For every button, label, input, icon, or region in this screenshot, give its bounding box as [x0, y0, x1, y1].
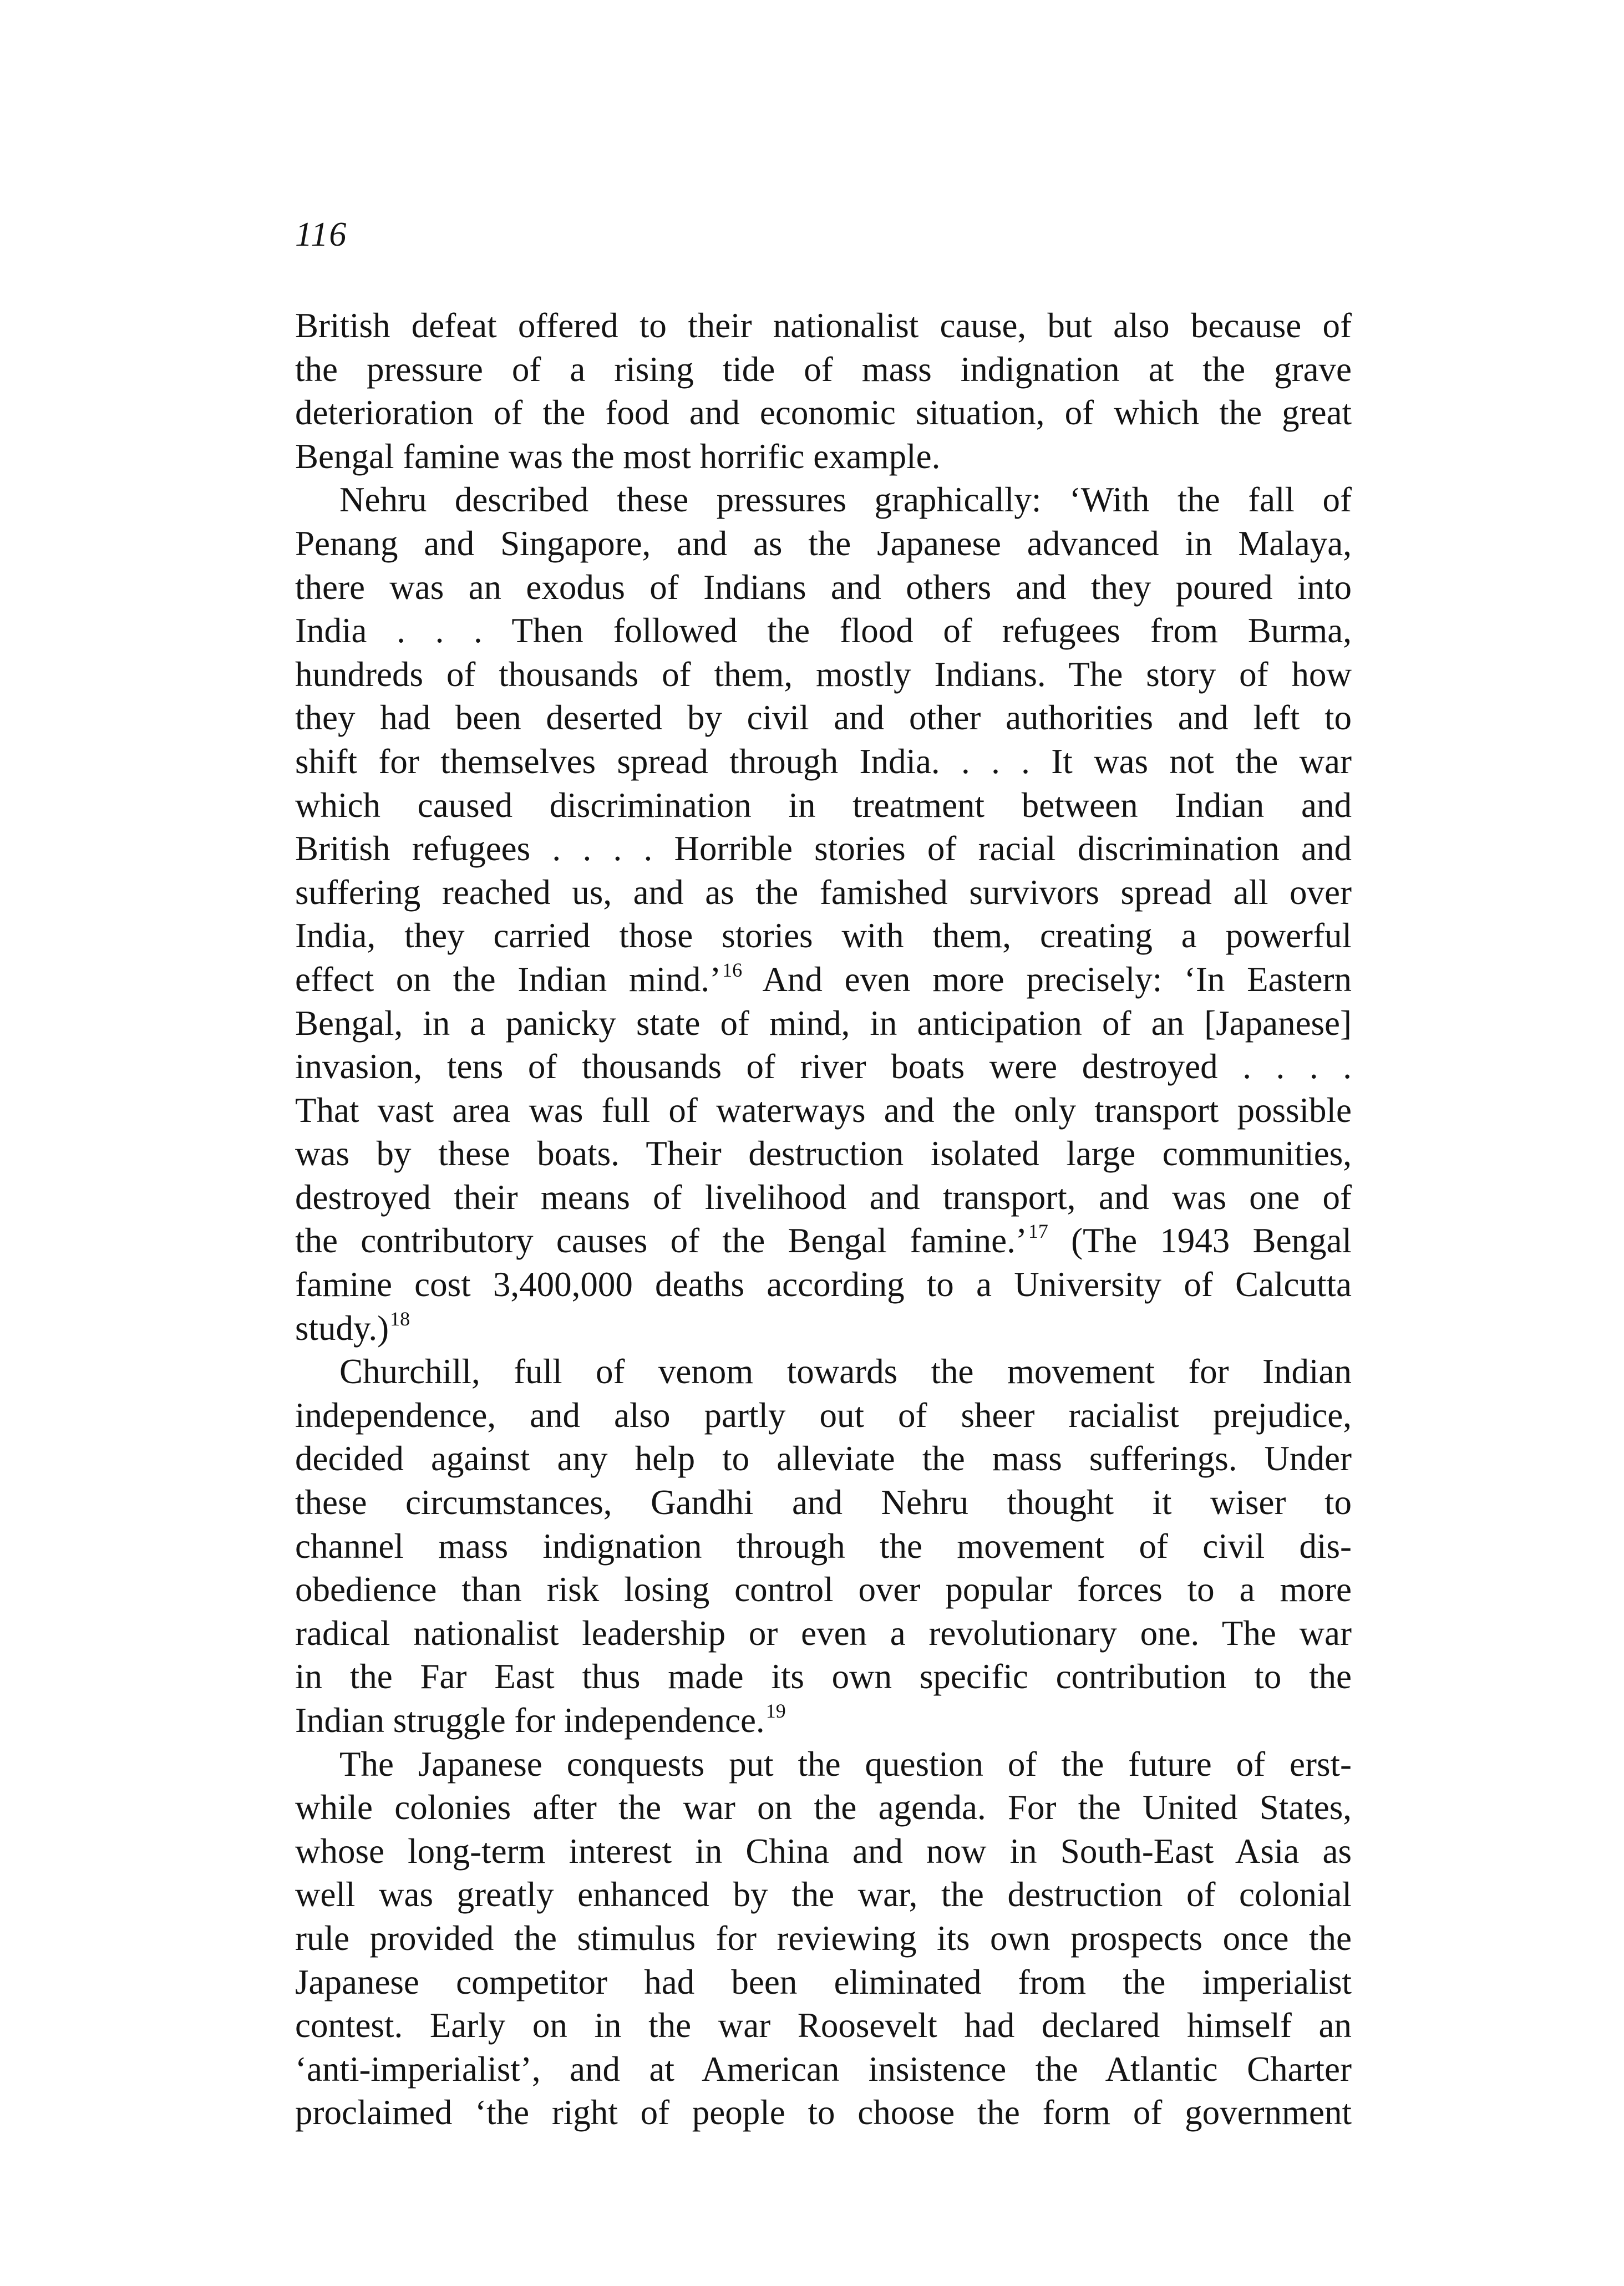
- text-line: contest. Early on in the war Roosevelt had declared himself an: [295, 2006, 1352, 2045]
- text-line: invasion, tens of thousands of river boats were destroyed . . . .: [295, 1047, 1352, 1086]
- page-number: 116: [295, 216, 348, 253]
- text-line: British refugees . . . . Horrible stories of racial discrimination and: [295, 829, 1352, 868]
- text-line: proclaimed ‘the right of people to choose the form of government: [295, 2093, 1352, 2132]
- line-text: Indian struggle for independence.: [295, 1701, 765, 1740]
- text-line: while colonies after the war on the agenda. For the United States,: [295, 1788, 1352, 1827]
- text-line: there was an exodus of Indians and others and they poured into: [295, 567, 1352, 607]
- paragraph: [295, 478, 1352, 1350]
- text-line: was by these boats. Their destruction isolated large communities,: [295, 1134, 1352, 1174]
- footnote-reference[interactable]: 18: [390, 1307, 410, 1330]
- text-line: channel mass indignation through the movement of civil dis-: [295, 1526, 1352, 1566]
- text-line: radical nationalist leadership or even a revolutionary one. The war: [295, 1613, 1352, 1653]
- text-line: decided against any help to alleviate the mass sufferings. Under: [295, 1439, 1352, 1479]
- footnote-reference[interactable]: 16: [722, 958, 743, 981]
- text-line: [295, 1307, 1352, 1350]
- text-line: India, they carried those stories with them, creating a powerful: [295, 916, 1352, 956]
- line-text: the contributory causes of the Bengal famine.’: [295, 1221, 1027, 1261]
- text-line: The Japanese conquests put the question of the future of erst-: [339, 1744, 1352, 1784]
- text-line: hundreds of thousands of them, mostly Indians. The story of how: [295, 654, 1352, 694]
- footnote-reference[interactable]: 17: [1028, 1220, 1048, 1243]
- text-line: the pressure of a rising tide of mass indignation at the grave: [295, 349, 1352, 389]
- text-line: [295, 1699, 1352, 1743]
- paragraph: [295, 304, 1352, 478]
- line-text: And even more precisely: ‘In Eastern: [742, 959, 1352, 999]
- text-line: obedience than risk losing control over popular forces to a more: [295, 1570, 1352, 1609]
- text-line: well was greatly enhanced by the war, the destruction of colonial: [295, 1875, 1352, 1914]
- text-line: Bengal, in a panicky state of mind, in anticipation of an [Japanese]: [295, 1003, 1352, 1043]
- text-line: in the Far East thus made its own specific contribution to the: [295, 1657, 1352, 1696]
- text-line: Penang and Singapore, and as the Japanese advanced in Malaya,: [295, 524, 1352, 563]
- text-line: destroyed their means of livelihood and transport, and was one of: [295, 1177, 1352, 1217]
- body-text: [295, 304, 1352, 2135]
- text-line: Nehru described these pressures graphically: ‘With the fall of: [339, 480, 1352, 520]
- text-line: Bengal famine was the most horrific example.: [295, 436, 941, 476]
- text-line: India . . . Then followed the flood of refugees from Burma,: [295, 611, 1352, 651]
- text-line: which caused discrimination in treatment between Indian and: [295, 785, 1352, 825]
- text-line: ‘anti-imperialist’, and at American insistence the Atlantic Charter: [295, 2049, 1352, 2089]
- text-line: they had been deserted by civil and other authorities and left to: [295, 698, 1352, 738]
- paragraph: [295, 1743, 1352, 2135]
- text-line: Churchill, full of venom towards the movement for Indian: [339, 1352, 1352, 1391]
- line-text: (The 1943 Bengal: [1048, 1221, 1352, 1261]
- text-line: deterioration of the food and economic situation, of which the great: [295, 393, 1352, 433]
- text-line: these circumstances, Gandhi and Nehru thought it wiser to: [295, 1483, 1352, 1522]
- text-line: whose long-term interest in China and now in South-East Asia as: [295, 1831, 1352, 1871]
- text-line: Japanese competitor had been eliminated from the imperialist: [295, 1962, 1352, 2001]
- paragraph: [295, 1350, 1352, 1742]
- text-line: [295, 1219, 1352, 1263]
- text-line: That vast area was full of waterways and the only transport possible: [295, 1090, 1352, 1130]
- text-line: suffering reached us, and as the famished survivors spread all over: [295, 872, 1352, 912]
- text-line: rule provided the stimulus for reviewing its own prospects once the: [295, 1918, 1352, 1958]
- text-line: [295, 958, 1352, 1002]
- text-line: famine cost 3,400,000 deaths according to a University of Calcutta: [295, 1265, 1352, 1304]
- text-line: British defeat offered to their nationalist cause, but also because of: [295, 306, 1352, 345]
- line-text: effect on the Indian mind.’: [295, 959, 722, 999]
- line-text: study.): [295, 1308, 389, 1348]
- text-line: shift for themselves spread through India. . . . It was not the war: [295, 741, 1352, 781]
- text-line: independence, and also partly out of sheer racialist prejudice,: [295, 1395, 1352, 1435]
- footnote-reference[interactable]: 19: [765, 1700, 786, 1722]
